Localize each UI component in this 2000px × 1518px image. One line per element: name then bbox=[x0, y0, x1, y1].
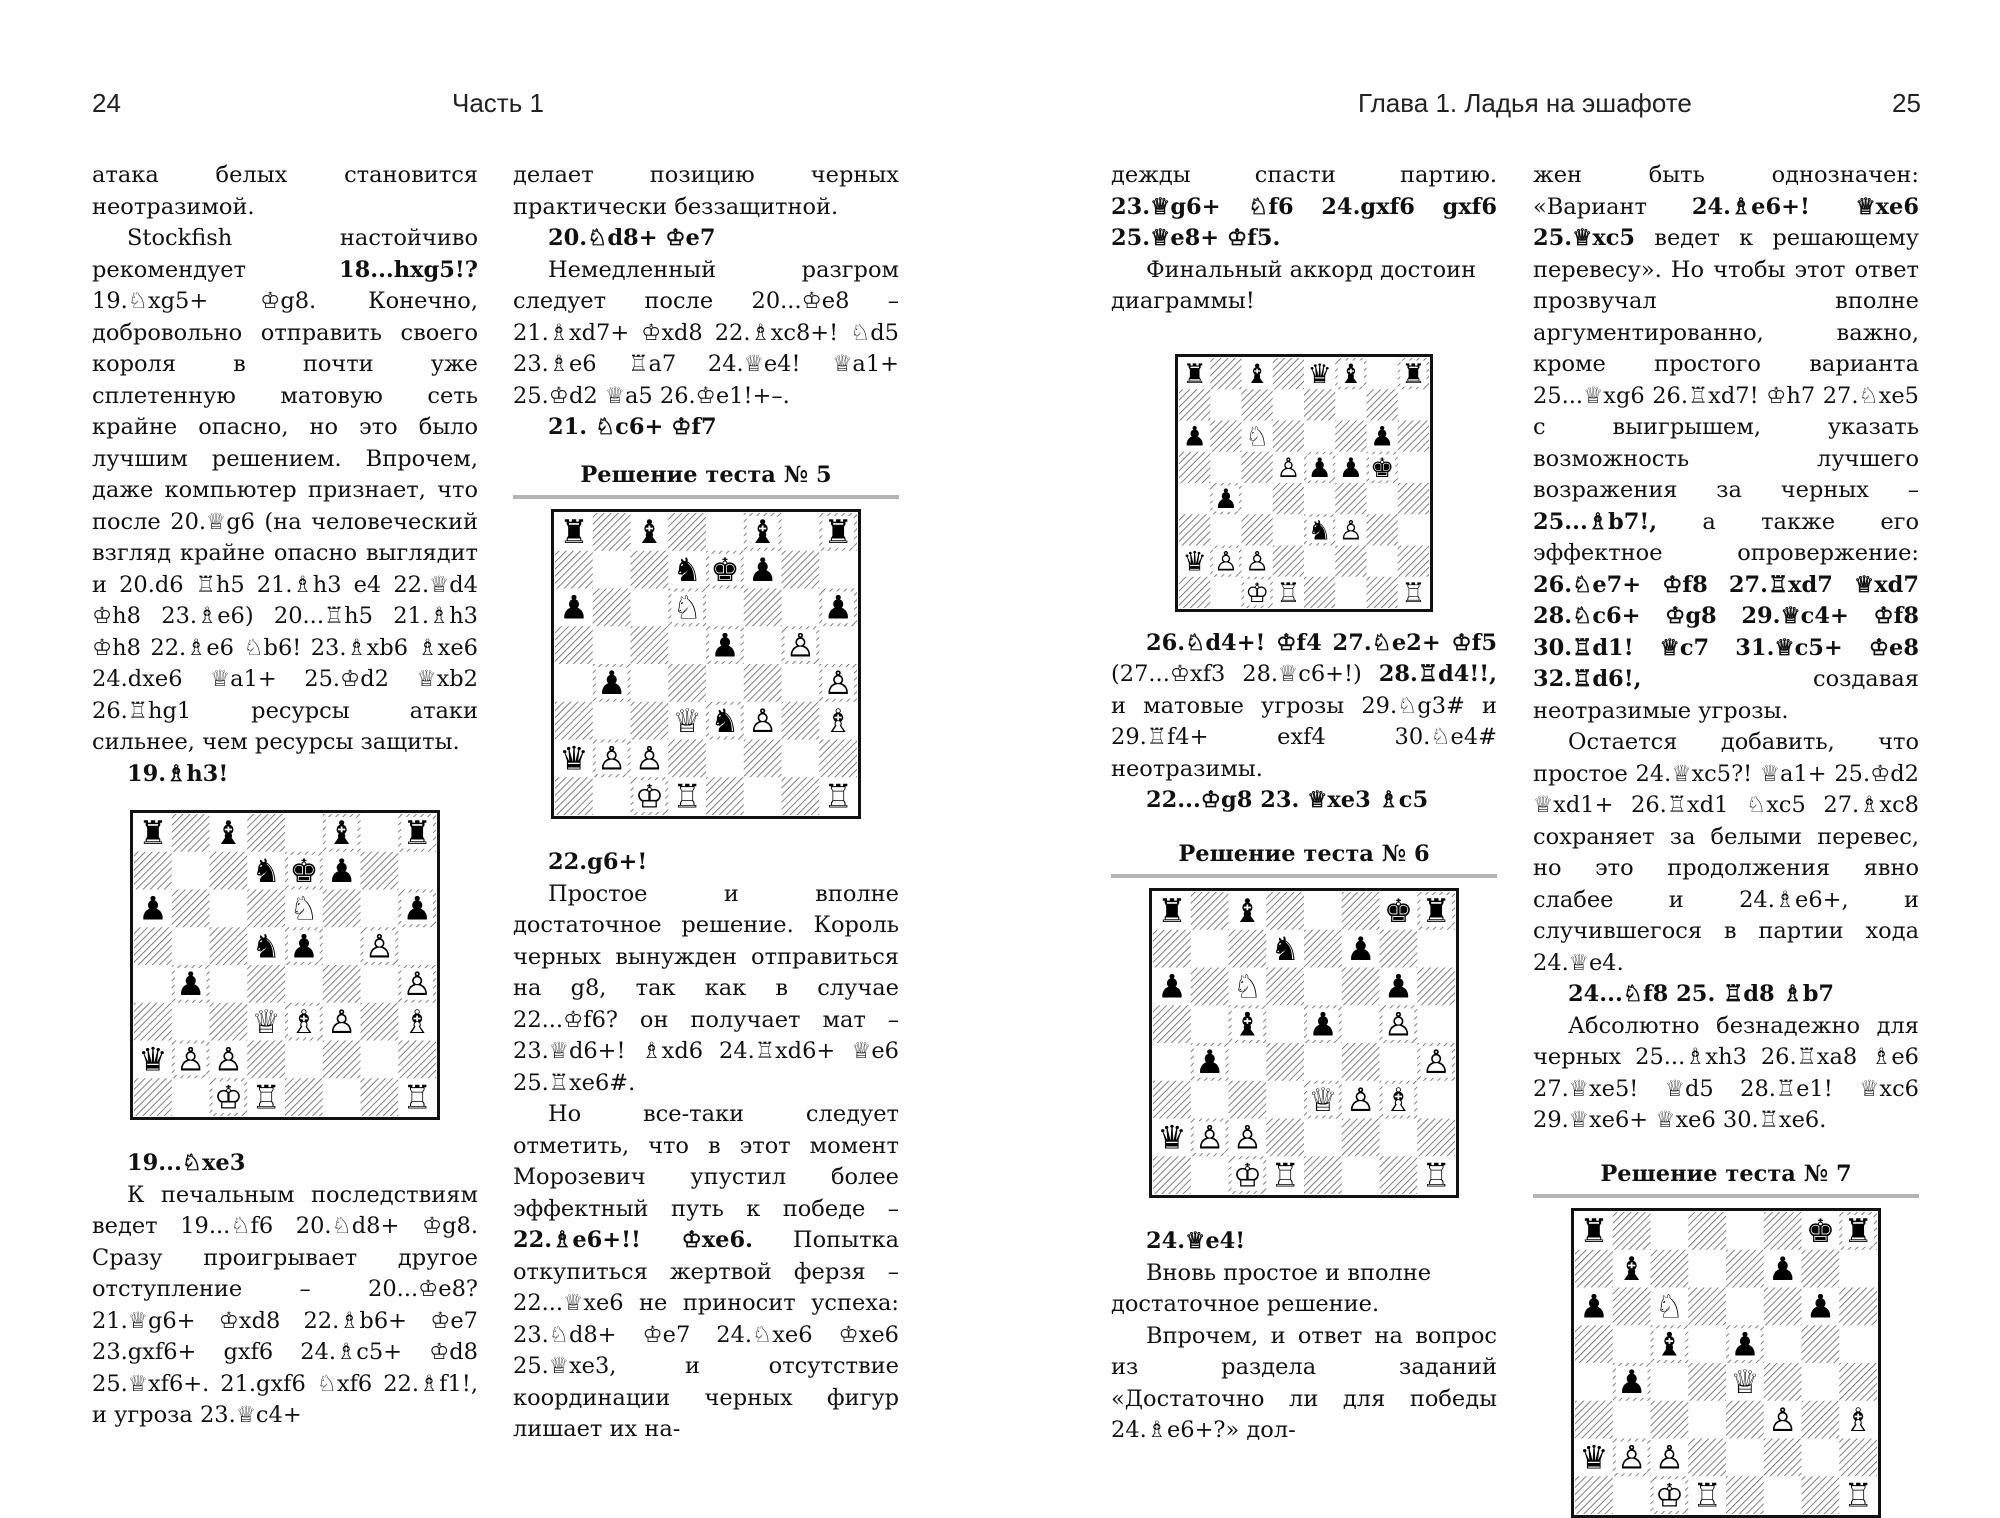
black-bishop-piece: ♝ bbox=[1232, 892, 1262, 931]
chess-board bbox=[551, 509, 861, 819]
dark-square bbox=[1651, 1401, 1689, 1439]
dark-square bbox=[210, 1003, 248, 1041]
dark-square bbox=[1688, 1212, 1726, 1250]
paragraph: делает позицию черных практически беззащитной. bbox=[513, 162, 899, 220]
text: создавая неотразимые угрозы. bbox=[1533, 666, 1919, 724]
black-pawn-piece: ♟ bbox=[1346, 929, 1376, 968]
dark-square bbox=[1398, 483, 1429, 514]
black-rook-piece: ♜ bbox=[1421, 892, 1451, 931]
dark-square bbox=[1613, 1288, 1651, 1326]
black-pawn-piece: ♟ bbox=[1370, 421, 1395, 452]
paragraph: Немедленный разгром следует после 20...♔e8 – 21.♗xd7+ ♔xd8 22.♗xc8+! ♘d5 23.♗e6 ♖a7 24.♕e4! ♕a1+ 25.♔d2 ♕a5 26.♔e1!+–. bbox=[513, 256, 899, 409]
dark-square bbox=[555, 777, 593, 815]
white-pawn-piece: ♙ bbox=[1654, 1438, 1684, 1477]
black-pawn-piece: ♟ bbox=[138, 889, 168, 928]
white-rook-piece: ♖ bbox=[1270, 1156, 1300, 1195]
white-rook-piece: ♖ bbox=[1276, 577, 1301, 609]
black-rook-piece: ♜ bbox=[559, 513, 589, 552]
black-pawn-piece: ♟ bbox=[823, 588, 853, 627]
dark-square bbox=[1273, 545, 1304, 576]
dark-square bbox=[1335, 483, 1366, 514]
dark-square bbox=[134, 927, 172, 965]
black-queen-piece: ♛ bbox=[138, 1040, 168, 1079]
black-pawn-piece: ♟ bbox=[1768, 1249, 1798, 1288]
dark-square bbox=[1210, 420, 1241, 451]
dark-square bbox=[1304, 576, 1335, 607]
black-pawn-piece: ♟ bbox=[1383, 967, 1413, 1006]
dark-square bbox=[1726, 1401, 1764, 1439]
black-pawn-piece: ♟ bbox=[1308, 1005, 1338, 1044]
paragraph: Простое и вполне достаточное решение. Король черных вынужден отправиться на g8, так как в случае 22...♔f6? он получает мат – 23.♕d6+! ♗xd6 24.♖xd6+ ♕e6 25.♖xe6#. bbox=[513, 880, 899, 1096]
chess-diagram bbox=[551, 509, 861, 819]
dark-square bbox=[134, 1003, 172, 1041]
dark-square bbox=[1153, 1156, 1191, 1194]
black-bishop-piece: ♝ bbox=[1617, 1249, 1647, 1288]
black-rook-piece: ♜ bbox=[823, 513, 853, 552]
dark-square bbox=[1726, 1476, 1764, 1514]
text: Но все-таки следует отметить, что в этот момент Морозевич упустил более эффектный путь к победе – bbox=[513, 1101, 899, 1222]
black-knight-piece: ♞ bbox=[251, 851, 281, 890]
white-pawn-piece: ♙ bbox=[176, 1040, 206, 1079]
white-pawn-piece: ♙ bbox=[213, 1040, 243, 1079]
dark-square bbox=[1651, 1250, 1689, 1288]
dark-square bbox=[1179, 451, 1210, 482]
paragraph bbox=[1533, 160, 1919, 727]
dark-square bbox=[1367, 514, 1398, 545]
dark-square bbox=[668, 513, 706, 551]
white-knight-piece: ♘ bbox=[1245, 421, 1270, 452]
white-pawn-piece: ♙ bbox=[1245, 546, 1270, 577]
dark-square bbox=[172, 814, 210, 852]
white-rook-piece: ♖ bbox=[823, 777, 853, 816]
dark-square bbox=[172, 890, 210, 928]
move-heading: 21. ♘c6+ ♔f7 bbox=[548, 414, 717, 440]
white-pawn-piece: ♙ bbox=[364, 927, 394, 966]
dark-square bbox=[555, 626, 593, 664]
black-king-piece: ♚ bbox=[1805, 1212, 1835, 1251]
left-page-number: 24 bbox=[92, 88, 121, 118]
text: ведет к решающему перевесу». Но чтобы этот ответ прозвучал вполне аргументированно, важно, кроме простого варианта 25...♕xg6 26.♖xd7! ♔h7 27.♘xe5 с выигрышем, указать возможность лучшего возражения за черных – bbox=[1533, 225, 1919, 503]
dark-square bbox=[706, 777, 744, 815]
black-rook-piece: ♜ bbox=[1579, 1212, 1609, 1251]
text: Попытка откупиться жертвой ферзя – 22...♕xe6 не приносит успеха: 23.♘d8+ ♔e7 24.♘xe6 ♔xe6 25.♕xe3, и отсутствие координации черных фигур лишает их на- bbox=[513, 1227, 899, 1442]
section-heading: Решение теста № 5 bbox=[580, 461, 832, 488]
dark-square bbox=[555, 702, 593, 740]
dark-square bbox=[1726, 1250, 1764, 1288]
black-bishop-piece: ♝ bbox=[1245, 358, 1270, 390]
move-heading: 19.♗h3! bbox=[127, 760, 229, 787]
black-pawn-piece: ♟ bbox=[1730, 1325, 1760, 1364]
black-pawn-piece: ♟ bbox=[176, 965, 206, 1004]
black-pawn-piece: ♟ bbox=[1157, 967, 1187, 1006]
white-pawn-piece: ♙ bbox=[1338, 514, 1363, 546]
move: 26.♘d4+! ♔f4 27.♘e2+ ♔f5 bbox=[1146, 629, 1497, 656]
white-pawn-piece: ♙ bbox=[1232, 1118, 1262, 1157]
dark-square bbox=[1304, 930, 1342, 968]
dark-square bbox=[285, 1078, 323, 1116]
white-bishop-piece: ♗ bbox=[289, 1002, 319, 1041]
dark-square bbox=[1273, 483, 1304, 514]
white-rook-piece: ♖ bbox=[1692, 1476, 1722, 1515]
page-25-column-1 bbox=[1111, 160, 1497, 1447]
move: 28.♖d4!!, bbox=[1378, 661, 1497, 687]
dark-square bbox=[1764, 1212, 1802, 1250]
white-pawn-piece: ♙ bbox=[748, 701, 778, 740]
dark-square bbox=[1398, 545, 1429, 576]
white-rook-piece: ♖ bbox=[402, 1078, 432, 1117]
dark-square bbox=[782, 777, 820, 815]
black-knight-piece: ♞ bbox=[251, 927, 281, 966]
dark-square bbox=[1191, 968, 1229, 1006]
chess-diagram bbox=[1175, 354, 1433, 612]
dark-square bbox=[668, 664, 706, 702]
black-bishop-piece: ♝ bbox=[634, 513, 664, 552]
black-queen-piece: ♛ bbox=[559, 739, 589, 778]
dark-square bbox=[1229, 1081, 1267, 1119]
dark-square bbox=[1367, 576, 1398, 607]
dark-square bbox=[247, 965, 285, 1003]
dark-square bbox=[1398, 420, 1429, 451]
dark-square bbox=[134, 852, 172, 890]
dark-square bbox=[555, 551, 593, 589]
chess-board bbox=[1571, 1208, 1881, 1518]
move: 24.♗e6+! ♕xe6 25.♕xc5 bbox=[1533, 193, 1919, 251]
text: жен быть однозначен: «Вариант bbox=[1533, 162, 1919, 220]
dark-square bbox=[210, 927, 248, 965]
section-heading: Решение теста № 6 bbox=[1178, 840, 1430, 867]
text: а также его эффектное опровержение: bbox=[1533, 508, 1919, 566]
dark-square bbox=[1575, 1401, 1613, 1439]
dark-square bbox=[1688, 1363, 1726, 1401]
dark-square bbox=[1764, 1439, 1802, 1477]
move-heading: 24.♕e4! bbox=[1146, 1228, 1246, 1254]
white-pawn-piece: ♙ bbox=[1346, 1080, 1376, 1119]
dark-square bbox=[1335, 420, 1366, 451]
dark-square bbox=[1839, 1439, 1877, 1477]
page-25-column-2 bbox=[1533, 160, 1919, 1518]
dark-square bbox=[1242, 389, 1273, 420]
dark-square bbox=[631, 626, 669, 664]
white-rook-piece: ♖ bbox=[1843, 1476, 1873, 1515]
paragraph: К печальным последствиям ведет 19...♘f6 20.♘d8+ ♔g8. Сразу проигрывает другое отступление – 20...♔e8? 21.♕g6+ ♔xd8 22.♗b6+ ♔e7 23.gxf6+ gxf6 24.♗c5+ ♔d8 25.♕xf6+. 21.gxf6 ♘xf6 22.♗f1!, и угроза 23.♕c4+ bbox=[92, 1181, 478, 1428]
right-page-number: 25 bbox=[1892, 88, 1921, 118]
black-bishop-piece: ♝ bbox=[748, 513, 778, 552]
dark-square bbox=[1575, 1476, 1613, 1514]
dark-square bbox=[782, 551, 820, 589]
black-bishop-piece: ♝ bbox=[1654, 1325, 1684, 1364]
white-king-piece: ♔ bbox=[1245, 577, 1270, 609]
dark-square bbox=[1417, 1119, 1455, 1157]
dark-square bbox=[323, 1041, 361, 1079]
white-pawn-piece: ♙ bbox=[402, 965, 432, 1004]
dark-square bbox=[1179, 389, 1210, 420]
white-pawn-piece: ♙ bbox=[1276, 452, 1301, 484]
dark-square bbox=[1304, 389, 1335, 420]
dark-square bbox=[1802, 1476, 1840, 1514]
text: и матовые угрозы 29.♘g3# и 29.♖f4+ exf4 30.♘e4# неотразимы. bbox=[1111, 692, 1497, 782]
dark-square bbox=[398, 1041, 436, 1079]
dark-square bbox=[744, 740, 782, 778]
black-pawn-piece: ♟ bbox=[327, 851, 357, 890]
black-knight-piece: ♞ bbox=[672, 550, 702, 589]
black-king-piece: ♚ bbox=[1370, 452, 1395, 484]
dark-square bbox=[1242, 514, 1273, 545]
dark-square bbox=[1367, 389, 1398, 420]
dark-square bbox=[1153, 1081, 1191, 1119]
white-rook-piece: ♖ bbox=[1421, 1156, 1451, 1195]
paragraph: Вновь простое и вполне достаточное решение. bbox=[1111, 1259, 1432, 1317]
white-queen-piece: ♕ bbox=[1308, 1080, 1338, 1119]
paragraph: Впрочем, и ответ на вопрос из раздела заданий «Достаточно ли для победы 24.♗e6+?» дол- bbox=[1111, 1322, 1497, 1443]
white-queen-piece: ♕ bbox=[672, 701, 702, 740]
dark-square bbox=[1266, 1043, 1304, 1081]
black-rook-piece: ♜ bbox=[1182, 358, 1207, 390]
dark-square bbox=[631, 551, 669, 589]
white-pawn-piece: ♙ bbox=[327, 1002, 357, 1041]
black-pawn-piece: ♟ bbox=[710, 626, 740, 665]
section-rule bbox=[513, 495, 899, 499]
text: (27...♔xf3 28.♕c6+!) bbox=[1111, 661, 1379, 687]
dark-square bbox=[1380, 930, 1418, 968]
chess-board bbox=[1149, 888, 1459, 1198]
dark-square bbox=[323, 890, 361, 928]
dark-square bbox=[1417, 968, 1455, 1006]
black-pawn-piece: ♟ bbox=[748, 550, 778, 589]
black-pawn-piece: ♟ bbox=[402, 889, 432, 928]
white-king-piece: ♔ bbox=[213, 1078, 243, 1117]
dark-square bbox=[247, 890, 285, 928]
black-queen-piece: ♛ bbox=[1307, 358, 1332, 390]
dark-square bbox=[1153, 1005, 1191, 1043]
dark-square bbox=[744, 664, 782, 702]
paragraph bbox=[1111, 628, 1497, 786]
dark-square bbox=[323, 965, 361, 1003]
dark-square bbox=[361, 1078, 399, 1116]
white-pawn-piece: ♙ bbox=[1617, 1438, 1647, 1477]
black-king-piece: ♚ bbox=[710, 550, 740, 589]
white-knight-piece: ♘ bbox=[1654, 1287, 1684, 1326]
white-knight-piece: ♘ bbox=[289, 889, 319, 928]
black-rook-piece: ♜ bbox=[1157, 892, 1187, 931]
dark-square bbox=[1342, 1119, 1380, 1157]
chess-diagram bbox=[1571, 1208, 1881, 1518]
dark-square bbox=[361, 852, 399, 890]
paragraph: Финальный аккорд достоин диаграммы! bbox=[1111, 256, 1477, 314]
white-king-piece: ♔ bbox=[1654, 1476, 1684, 1515]
black-pawn-piece: ♟ bbox=[1805, 1287, 1835, 1326]
black-bishop-piece: ♝ bbox=[1338, 358, 1363, 390]
white-pawn-piece: ♙ bbox=[823, 664, 853, 703]
paragraph bbox=[513, 1099, 899, 1446]
black-knight-piece: ♞ bbox=[1307, 514, 1332, 546]
left-running-header: Часть 1 bbox=[452, 88, 544, 118]
white-pawn-piece: ♙ bbox=[1383, 1005, 1413, 1044]
white-pawn-piece: ♙ bbox=[1768, 1400, 1798, 1439]
white-rook-piece: ♖ bbox=[1401, 577, 1426, 609]
white-pawn-piece: ♙ bbox=[785, 626, 815, 665]
dark-square bbox=[1342, 892, 1380, 930]
white-rook-piece: ♖ bbox=[251, 1078, 281, 1117]
white-pawn-piece: ♙ bbox=[634, 739, 664, 778]
white-king-piece: ♔ bbox=[1232, 1156, 1262, 1195]
black-pawn-piece: ♟ bbox=[1213, 483, 1238, 515]
dark-square bbox=[1266, 892, 1304, 930]
dark-square bbox=[593, 589, 631, 627]
dark-square bbox=[631, 702, 669, 740]
dark-square bbox=[1688, 1439, 1726, 1477]
page-24-column-1 bbox=[92, 160, 478, 1432]
black-pawn-piece: ♟ bbox=[1195, 1043, 1225, 1082]
white-pawn-piece: ♙ bbox=[1213, 546, 1238, 577]
dark-square bbox=[1191, 892, 1229, 930]
dark-square bbox=[1575, 1325, 1613, 1363]
dark-square bbox=[1179, 514, 1210, 545]
black-pawn-piece: ♟ bbox=[559, 588, 589, 627]
move: 18...hxg5!? bbox=[338, 256, 478, 283]
black-rook-piece: ♜ bbox=[402, 814, 432, 853]
chess-diagram bbox=[1149, 888, 1459, 1198]
chess-board bbox=[1175, 354, 1433, 612]
dark-square bbox=[593, 513, 631, 551]
move-heading: 19...♘xe3 bbox=[127, 1150, 246, 1176]
dark-square bbox=[1839, 1363, 1877, 1401]
dark-square bbox=[782, 702, 820, 740]
dark-square bbox=[1304, 1156, 1342, 1194]
black-pawn-piece: ♟ bbox=[1182, 421, 1207, 452]
dark-square bbox=[1688, 1288, 1726, 1326]
white-pawn-piece: ♙ bbox=[1195, 1118, 1225, 1157]
black-queen-piece: ♛ bbox=[1157, 1118, 1187, 1157]
white-knight-piece: ♘ bbox=[1232, 967, 1262, 1006]
black-pawn-piece: ♟ bbox=[1338, 452, 1363, 484]
black-rook-piece: ♜ bbox=[1843, 1212, 1873, 1251]
black-knight-piece: ♞ bbox=[1270, 929, 1300, 968]
black-king-piece: ♚ bbox=[1383, 892, 1413, 931]
paragraph bbox=[92, 223, 478, 759]
dark-square bbox=[1179, 576, 1210, 607]
dark-square bbox=[1380, 1156, 1418, 1194]
dark-square bbox=[1335, 545, 1366, 576]
dark-square bbox=[1229, 930, 1267, 968]
black-bishop-piece: ♝ bbox=[327, 814, 357, 853]
chess-diagram bbox=[130, 810, 440, 1120]
move-heading: 24...♘f8 25. ♖d8 ♗b7 bbox=[1568, 981, 1835, 1007]
dark-square bbox=[1273, 420, 1304, 451]
dark-square bbox=[1764, 1288, 1802, 1326]
white-king-piece: ♔ bbox=[634, 777, 664, 816]
dark-square bbox=[1242, 451, 1273, 482]
section-heading: Решение теста № 7 bbox=[1600, 1160, 1852, 1187]
dark-square bbox=[361, 1003, 399, 1041]
paragraph bbox=[1111, 160, 1497, 255]
text: дежды спасти партию. bbox=[1111, 162, 1497, 188]
black-rook-piece: ♜ bbox=[138, 814, 168, 853]
dark-square bbox=[1764, 1363, 1802, 1401]
black-pawn-piece: ♟ bbox=[1617, 1363, 1647, 1402]
white-bishop-piece: ♗ bbox=[1843, 1400, 1873, 1439]
white-pawn-piece: ♙ bbox=[597, 739, 627, 778]
page-24-column-2 bbox=[513, 160, 899, 1446]
white-bishop-piece: ♗ bbox=[823, 701, 853, 740]
dark-square bbox=[210, 852, 248, 890]
white-rook-piece: ♖ bbox=[672, 777, 702, 816]
dark-square bbox=[1342, 968, 1380, 1006]
dark-square bbox=[134, 1078, 172, 1116]
move: 26.♘e7+ ♔f8 27.♖xd7 ♕xd7 28.♘c6+ ♔g8 29.♕c4+ ♔f8 30.♖d1! ♕c7 31.♕c5+ ♔e8 32.♖d6!, bbox=[1533, 571, 1919, 692]
black-knight-piece: ♞ bbox=[710, 701, 740, 740]
dark-square bbox=[1575, 1250, 1613, 1288]
white-bishop-piece: ♗ bbox=[1383, 1080, 1413, 1119]
white-queen-piece: ♕ bbox=[251, 1002, 281, 1041]
dark-square bbox=[1153, 930, 1191, 968]
black-bishop-piece: ♝ bbox=[1232, 1005, 1262, 1044]
section-rule bbox=[1111, 874, 1497, 878]
black-pawn-piece: ♟ bbox=[1307, 452, 1332, 484]
white-queen-piece: ♕ bbox=[1730, 1363, 1760, 1402]
paragraph: Абсолютно безнадежно для черных 25...♗xh3 26.♖xa8 ♗e6 27.♕xe5! ♕d5 28.♖e1! ♕xc6 29.♕xe6+ ♕xe6 30.♖xe6. bbox=[1533, 1012, 1919, 1133]
dark-square bbox=[1613, 1212, 1651, 1250]
black-pawn-piece: ♟ bbox=[597, 664, 627, 703]
paragraph: Остается добавить, что простое 24.♕xc5?! ♕a1+ 25.♔d2 ♕xd1+ 26.♖xd1 ♘xc5 27.♗xc8 сохраняет за белыми перевес, но это продолжения явно слабее и 24.♗e6+, и случившегося в партии хода 24.♕e4. bbox=[1533, 729, 1919, 976]
text: Stockfish настойчиво рекомендует bbox=[92, 225, 478, 283]
black-bishop-piece: ♝ bbox=[213, 814, 243, 853]
dark-square bbox=[668, 740, 706, 778]
dark-square bbox=[1802, 1401, 1840, 1439]
dark-square bbox=[247, 1041, 285, 1079]
black-queen-piece: ♛ bbox=[1182, 546, 1207, 577]
white-knight-piece: ♘ bbox=[672, 588, 702, 627]
move: 22.♗e6+!! ♔xe6. bbox=[513, 1227, 753, 1253]
dark-square bbox=[1342, 1043, 1380, 1081]
dark-square bbox=[744, 589, 782, 627]
dark-square bbox=[819, 740, 857, 778]
paragraph: атака белых становится неотразимой. bbox=[92, 162, 478, 220]
move: 25...♗b7!, bbox=[1533, 508, 1658, 535]
black-pawn-piece: ♟ bbox=[289, 927, 319, 966]
section-rule bbox=[1533, 1194, 1919, 1198]
black-king-piece: ♚ bbox=[289, 851, 319, 890]
chess-board bbox=[130, 810, 440, 1120]
dark-square bbox=[1802, 1250, 1840, 1288]
dark-square bbox=[1266, 968, 1304, 1006]
dark-square bbox=[1273, 358, 1304, 389]
black-rook-piece: ♜ bbox=[1401, 358, 1426, 390]
right-running-header: Глава 1. Ладья на эшафоте bbox=[1358, 88, 1692, 118]
black-queen-piece: ♛ bbox=[1579, 1438, 1609, 1477]
black-pawn-piece: ♟ bbox=[1579, 1287, 1609, 1326]
move-heading: 20.♘d8+ ♔e7 bbox=[548, 225, 716, 251]
dark-square bbox=[1839, 1288, 1877, 1326]
move: 23.♕g6+ ♘f6 24.gxf6 gxf6 25.♕e8+ ♔f5. bbox=[1111, 193, 1497, 251]
dark-square bbox=[1266, 1119, 1304, 1157]
text: 19.♘xg5+ ♔g8. Конечно, добровольно отправить своего короля в почти уже сплетенную матовую сеть крайне опасно, но это было лучшим решением. Впрочем, даже компьютер признает, что после 20.♕g6 (на человеческий взгляд крайне опасно выглядит и 20.d6 ♖h5 21.♗h3 e4 22.♕d4 ♔h8 23.♗e6) 20...♖h5 21.♗h3 ♔h8 22.♗e6 ♘b6! 23.♗xb6 ♗xe6 24.dxe6 ♕a1+ 25.♔d2 ♕xb2 26.♖hg1 ресурсы атаки сильнее, чем ресурсы защиты. bbox=[92, 288, 478, 755]
white-pawn-piece: ♙ bbox=[1421, 1043, 1451, 1082]
dark-square bbox=[1802, 1325, 1840, 1363]
white-bishop-piece: ♗ bbox=[402, 1002, 432, 1041]
dark-square bbox=[247, 814, 285, 852]
dark-square bbox=[1210, 358, 1241, 389]
move-heading: 22...♔g8 23. ♕xe3 ♗c5 bbox=[1146, 787, 1429, 813]
move-heading: 22.g6+! bbox=[548, 849, 648, 875]
